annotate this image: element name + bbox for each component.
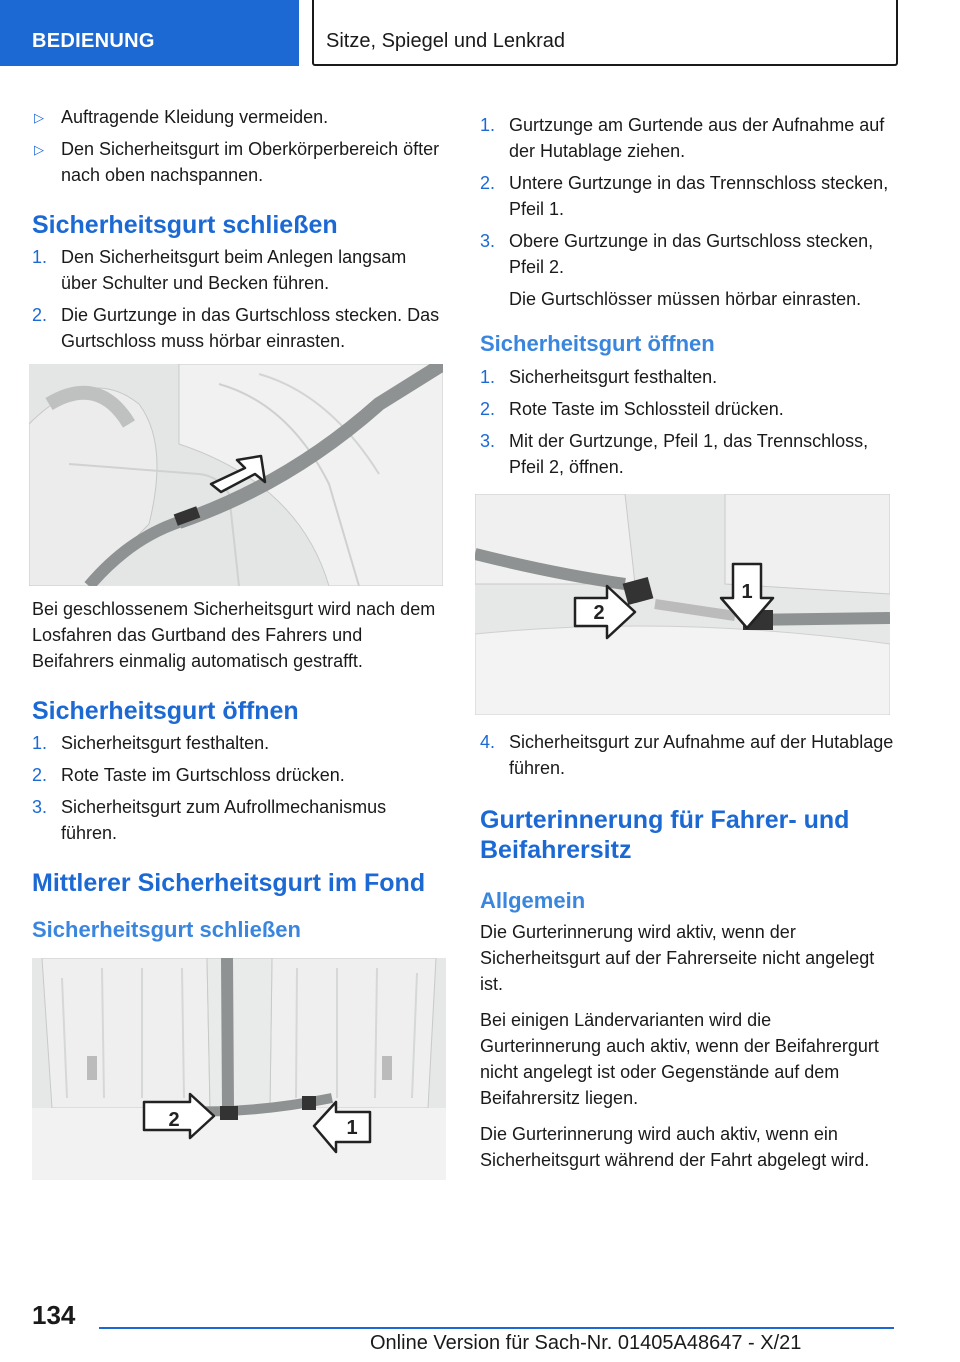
heading-reminder: Gurterinnerung für Fahrer- und Beifahrersitz xyxy=(480,806,850,864)
step-text: Gurtzunge am Gurtende aus der Aufnahme auf der Hutablage ziehen. xyxy=(509,115,885,161)
footer-divider xyxy=(99,1327,894,1329)
reminder-paragraph: Die Gurterinnerung wird auch aktiv, wenn ein Sicherheitsgurt während der Fahrt abgelegt wird. xyxy=(480,1124,870,1170)
step-text: Rote Taste im Gurtschloss drücken. xyxy=(61,765,345,785)
rear-middle-belt-illustration xyxy=(32,958,446,1180)
step-number: 4. xyxy=(480,732,496,752)
step-text: Untere Gurtzunge in das Trennschloss stecken, Pfeil 1. xyxy=(509,173,889,219)
chapter-tab xyxy=(312,0,898,66)
triangle-bullet-icon: ▷ xyxy=(34,110,44,125)
step-text: Die Gurtzunge in das Gurtschloss stecken. Das Gurtschloss muss hörbar einrasten. xyxy=(61,305,440,351)
step-item xyxy=(32,762,444,788)
rear-middle-belt-figure xyxy=(32,958,446,1180)
step-item xyxy=(480,729,895,781)
step-item xyxy=(480,364,895,390)
step-text: Rote Taste im Schlossteil drücken. xyxy=(509,399,784,419)
pretension-paragraph: Bei geschlossenem Sicherheitsgurt wird nach dem Losfahren das Gurtband des Fahrers und Beifahrers einmalig automatisch gestrafft. xyxy=(32,599,436,671)
step-number: 1. xyxy=(32,247,48,267)
subheading-general: Allgemein xyxy=(480,888,586,913)
step-item xyxy=(32,794,444,846)
front-seatbelt-figure xyxy=(29,364,443,586)
buckle-detail-figure xyxy=(475,494,890,715)
step-number: 2. xyxy=(32,765,48,785)
figure-label-1: 1 xyxy=(346,1117,358,1139)
step-item xyxy=(480,396,895,422)
step-item xyxy=(32,302,444,354)
reminder-paragraph: Die Gurterinnerung wird aktiv, wenn der Sicherheitsgurt auf der Fahrerseite nicht angelegt ist. xyxy=(480,922,875,994)
left-column xyxy=(32,104,444,1180)
step-item xyxy=(32,244,444,296)
step-number: 1. xyxy=(32,733,48,753)
online-version-note: Online Version für Sach-Nr. 01405A48647 - X/21 xyxy=(370,1332,802,1354)
step-text: Sicherheitsgurt zum Aufrollmechanismus führen. xyxy=(61,797,387,843)
section-title: BEDIENUNG xyxy=(32,30,155,52)
step-text: Den Sicherheitsgurt beim Anlegen langsam über Schulter und Becken führen. xyxy=(61,247,407,293)
step-number: 1. xyxy=(480,115,496,135)
section-tab xyxy=(0,0,299,66)
figure-label-2: 2 xyxy=(168,1109,180,1131)
figure-label-2: 2 xyxy=(593,602,605,624)
bullet-text: Den Sicherheitsgurt im Oberkörperbereich öfter nach oben nachspannen. xyxy=(61,139,440,185)
step-number: 3. xyxy=(32,797,48,817)
bullet-item xyxy=(32,104,444,130)
step-number: 2. xyxy=(32,305,48,325)
step-text: Sicherheitsgurt festhalten. xyxy=(509,367,718,387)
chapter-title: Sitze, Spiegel und Lenkrad xyxy=(326,30,566,52)
step-item xyxy=(32,730,444,756)
bullet-item xyxy=(32,136,444,188)
heading-close: Sicherheitsgurt schließen xyxy=(32,211,338,239)
triangle-bullet-icon: ▷ xyxy=(34,142,44,157)
subheading-middle-close: Sicherheitsgurt schließen xyxy=(32,917,301,942)
step-text: Sicherheitsgurt zur Aufnahme auf der Hutablage führen. xyxy=(509,732,894,778)
figure-label-1: 1 xyxy=(741,581,753,603)
step-item xyxy=(480,170,895,222)
page-number: 134 xyxy=(32,1300,76,1330)
buckle-detail-illustration xyxy=(475,494,890,715)
heading-middle-belt: Mittlerer Sicherheitsgurt im Fond xyxy=(32,869,426,897)
step-text: Mit der Gurtzunge, Pfeil 1, das Trennschloss, Pfeil 2, öffnen. xyxy=(509,431,869,477)
step-number: 3. xyxy=(480,231,496,251)
step-item xyxy=(480,228,895,280)
reminder-paragraph: Bei einigen Ländervarianten wird die Gurterinnerung auch aktiv, wenn der Beifahrergurt nicht angelegt ist oder Gegenstände auf dem Beifahrersitz liegen. xyxy=(480,1010,879,1108)
step-number: 3. xyxy=(480,431,496,451)
subheading-open: Sicherheitsgurt öffnen xyxy=(480,331,715,356)
step-note: Die Gurtschlösser müssen hörbar einrasten. xyxy=(509,289,862,309)
step-item xyxy=(480,112,895,164)
front-seatbelt-illustration xyxy=(29,364,443,586)
right-column xyxy=(480,112,895,1183)
step-number: 2. xyxy=(480,173,496,193)
step-text: Sicherheitsgurt festhalten. xyxy=(61,733,270,753)
step-item xyxy=(480,428,895,480)
step-number: 2. xyxy=(480,399,496,419)
bullet-text: Auftragende Kleidung vermeiden. xyxy=(61,107,329,127)
step-text: Obere Gurtzunge in das Gurtschloss stecken, Pfeil 2. xyxy=(509,231,874,277)
heading-open: Sicherheitsgurt öffnen xyxy=(32,697,299,725)
step-number: 1. xyxy=(480,367,496,387)
